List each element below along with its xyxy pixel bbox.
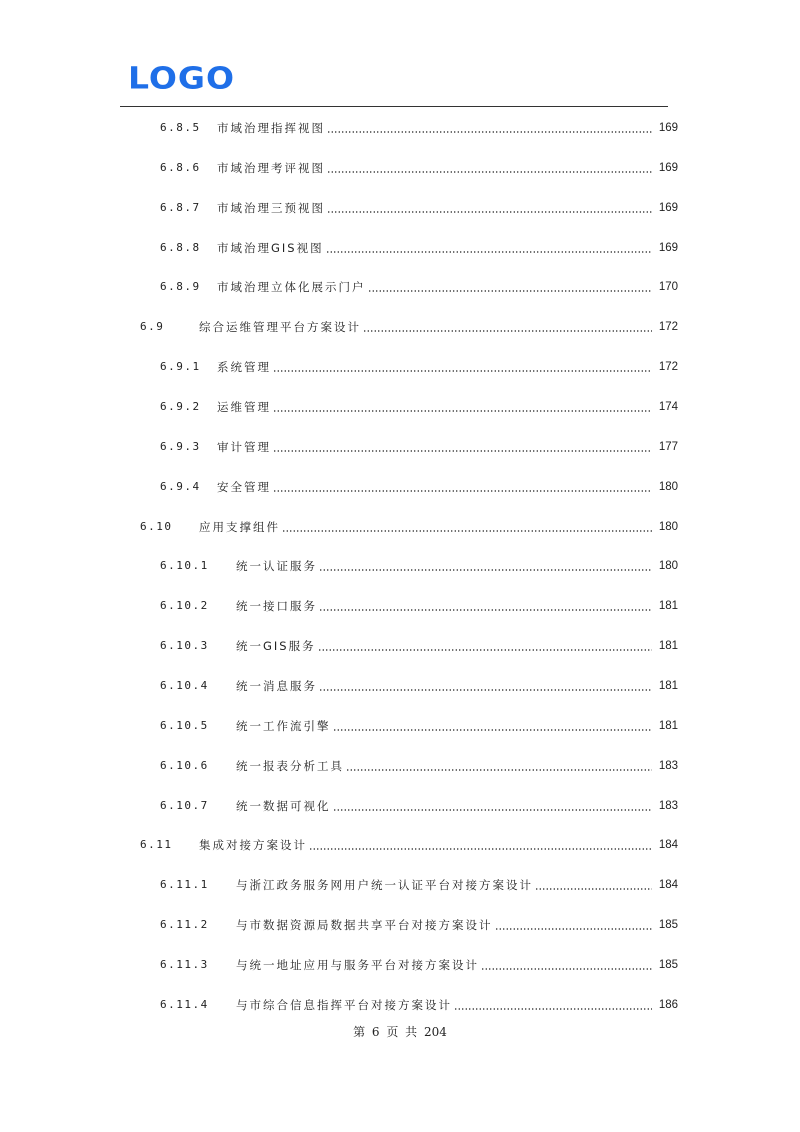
toc-entry-number: 6.10.7 [160, 798, 209, 812]
toc-entry-number: 6.11 [140, 838, 173, 852]
toc-entry-page-number: 181 [652, 636, 678, 656]
toc-entry-number: 6.9.1 [160, 360, 201, 374]
toc-entry-title: 运维管理 [217, 397, 272, 417]
toc-entry-number: 6.8.7 [160, 200, 201, 214]
toc-entry-title: 统一工作流引擎 [236, 716, 332, 736]
toc-entry[interactable] [0, 556, 800, 576]
toc-entry[interactable] [0, 517, 800, 537]
toc-entry-page-number: 184 [652, 835, 678, 855]
toc-entry-page-number: 184 [652, 875, 678, 895]
toc-dot-leader [333, 729, 653, 731]
toc-entry-number: 6.9 [140, 320, 165, 334]
toc-entry-title: 统一消息服务 [236, 676, 318, 696]
toc-entry[interactable] [0, 238, 800, 258]
toc-entry[interactable] [0, 636, 800, 656]
toc-entry[interactable] [0, 317, 800, 337]
toc-dot-leader [319, 609, 653, 611]
toc-dot-leader [481, 968, 653, 970]
toc-entry-title: 市域治理指挥视图 [217, 118, 326, 138]
toc-entry-number: 6.10.1 [160, 559, 209, 573]
toc-entry-page-number: 170 [652, 277, 678, 297]
toc-entry-page-number: 180 [652, 556, 678, 576]
toc-entry[interactable] [0, 676, 800, 696]
toc-entry[interactable] [0, 397, 800, 417]
toc-dot-leader [319, 569, 653, 571]
toc-entry-number: 6.11.4 [160, 997, 209, 1011]
toc-entry-title: 与市综合信息指挥平台对接方案设计 [236, 995, 453, 1015]
toc-entry-page-number: 174 [652, 397, 678, 417]
toc-entry-page-number: 169 [652, 118, 678, 138]
toc-dot-leader [326, 251, 653, 253]
toc-entry-page-number: 169 [652, 198, 678, 218]
toc-entry-title: 与统一地址应用与服务平台对接方案设计 [236, 955, 480, 975]
toc-entry[interactable] [0, 875, 800, 895]
toc-entry[interactable] [0, 796, 800, 816]
toc-dot-leader [327, 171, 653, 173]
toc-entry-title: 集成对接方案设计 [199, 835, 308, 855]
toc-dot-leader [282, 530, 653, 532]
toc-dot-leader [273, 410, 653, 412]
toc-dot-leader [333, 809, 653, 811]
toc-dot-leader [273, 450, 653, 452]
toc-entry-page-number: 180 [652, 477, 678, 497]
toc-entry[interactable] [0, 477, 800, 497]
toc-entry-page-number: 181 [652, 596, 678, 616]
toc-entry-title: 统一接口服务 [236, 596, 318, 616]
toc-entry[interactable] [0, 716, 800, 736]
toc-entry-number: 6.8.9 [160, 280, 201, 294]
toc-entry-title: 市域治理三预视图 [217, 198, 326, 218]
toc-entry-title: 市域治理立体化展示门户 [217, 277, 367, 297]
toc-entry[interactable] [0, 158, 800, 178]
toc-entry-page-number: 169 [652, 158, 678, 178]
toc-entry-title: 审计管理 [217, 437, 272, 457]
toc-entry-number: 6.9.4 [160, 479, 201, 493]
toc-dot-leader [346, 769, 653, 771]
toc-entry-number: 6.11.3 [160, 958, 209, 972]
toc-dot-leader [318, 649, 653, 651]
toc-dot-leader [273, 490, 653, 492]
toc-entry-number: 6.9.2 [160, 400, 201, 414]
toc-entry-title: 统一报表分析工具 [236, 756, 345, 776]
toc-entry-number: 6.8.5 [160, 121, 201, 134]
toc-dot-leader [327, 211, 653, 213]
toc-entry[interactable] [0, 756, 800, 776]
toc-entry-page-number: 177 [652, 437, 678, 457]
toc-entry-number: 6.10.2 [160, 599, 209, 613]
toc-dot-leader [368, 290, 653, 292]
toc-entry[interactable] [0, 995, 800, 1015]
toc-entry-title: 统一GIS服务 [236, 636, 317, 656]
toc-dot-leader [309, 848, 653, 850]
toc-entry-title: 市域治理GIS视图 [217, 238, 325, 258]
toc-entry-title: 统一数据可视化 [236, 796, 332, 816]
toc-entry-title: 综合运维管理平台方案设计 [199, 317, 362, 337]
toc-dot-leader [327, 131, 653, 133]
toc-entry-page-number: 172 [652, 317, 678, 337]
toc-entry-number: 6.10.5 [160, 718, 209, 732]
toc-entry-title: 安全管理 [217, 477, 272, 497]
toc-entry-page-number: 169 [652, 238, 678, 258]
toc-entry[interactable] [0, 437, 800, 457]
toc-entry-number: 6.11.1 [160, 878, 209, 892]
toc-entry-page-number: 172 [652, 357, 678, 377]
toc-entry-title: 应用支撑组件 [199, 517, 281, 537]
toc-dot-leader [454, 1008, 653, 1010]
toc-entry-page-number: 186 [652, 995, 678, 1015]
toc-entry-number: 6.10.4 [160, 679, 209, 693]
toc-entry-page-number: 180 [652, 517, 678, 537]
toc-entry-title: 与市数据资源局数据共享平台对接方案设计 [236, 915, 494, 935]
toc-entry-page-number: 181 [652, 676, 678, 696]
toc-entry[interactable] [0, 357, 800, 377]
toc-entry-number: 6.11.2 [160, 918, 209, 932]
toc-dot-leader [495, 928, 653, 930]
toc-entry-title: 系统管理 [217, 357, 272, 377]
toc-entry[interactable] [0, 118, 800, 138]
page-footer: 第 6 页 共 204 [353, 1025, 447, 1039]
toc-entry[interactable] [0, 277, 800, 297]
toc-entry-page-number: 183 [652, 756, 678, 776]
toc-dot-leader [535, 888, 653, 890]
toc-dot-leader [273, 370, 653, 372]
toc-entry-page-number: 185 [652, 915, 678, 935]
toc-entry-title: 与浙江政务服务网用户统一认证平台对接方案设计 [236, 875, 534, 895]
toc-entry-page-number: 183 [652, 796, 678, 816]
toc-entry-number: 6.10 [140, 519, 173, 533]
toc-entry[interactable] [0, 198, 800, 218]
toc-entry-number: 6.8.8 [160, 240, 201, 254]
toc-entry[interactable] [0, 915, 800, 935]
toc-entry-number: 6.8.6 [160, 160, 201, 174]
toc-entry-page-number: 185 [652, 955, 678, 975]
toc-entry-page-number: 181 [652, 716, 678, 736]
toc-entry-title: 统一认证服务 [236, 556, 318, 576]
header-rule [120, 106, 668, 107]
toc-entry[interactable] [0, 596, 800, 616]
toc-entry[interactable] [0, 835, 800, 855]
logo: LOGO [128, 60, 236, 96]
toc-entry-number: 6.10.3 [160, 639, 209, 653]
toc-entry-title: 市域治理考评视图 [217, 158, 326, 178]
toc-entry[interactable] [0, 955, 800, 975]
toc-dot-leader [319, 689, 653, 691]
toc-entry-number: 6.9.3 [160, 439, 201, 453]
toc-dot-leader [363, 330, 653, 332]
toc-entry-number: 6.10.6 [160, 758, 209, 772]
